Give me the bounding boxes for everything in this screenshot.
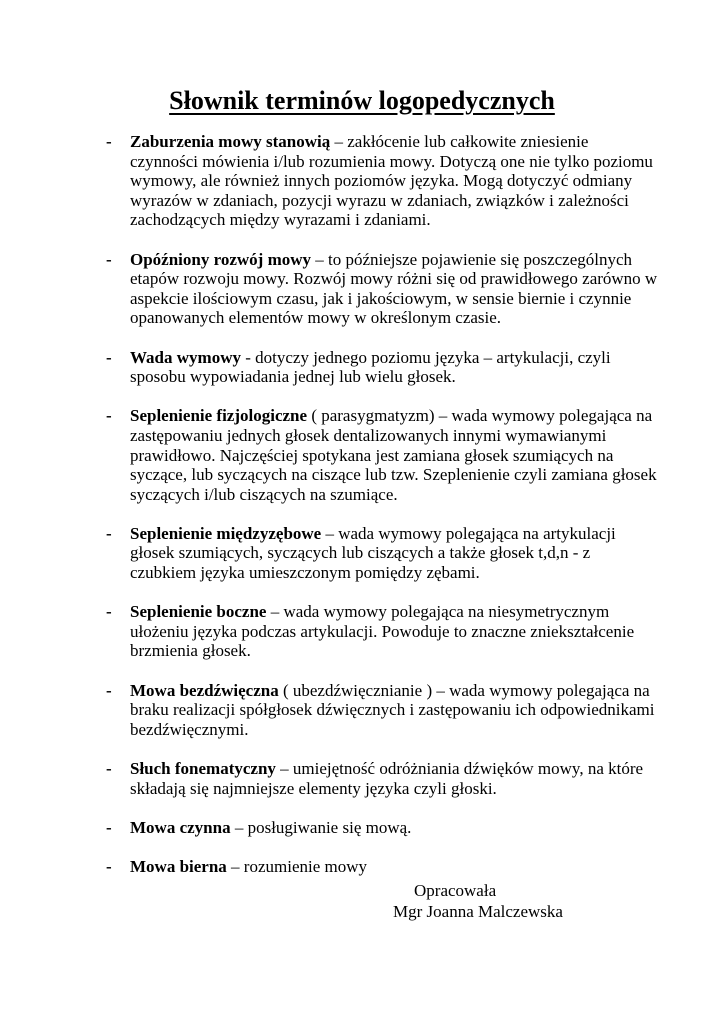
glossary-definition: – wada wymowy polegająca na artykulacji głosek szumiących, syczących lub ciszących a także głosek t,d,n - z czubkiem języka umieszczonym pomiędzy zębami. [130, 523, 616, 583]
glossary-entry [0, 818, 660, 838]
author-name: Mgr Joanna Malczewska [393, 902, 563, 921]
glossary-entry [0, 348, 660, 387]
author-signature [0, 880, 724, 922]
bullet-dash: - [106, 680, 112, 700]
glossary-term: Mowa czynna [130, 817, 231, 837]
glossary-definition: ( ubezdźwięcznianie ) – wada wymowy polegająca na braku realizacji spółgłosek dźwięcznych i zastępowaniu ich odpowiednikami bezdźwięcznymi. [130, 680, 655, 739]
bullet-dash: - [106, 602, 112, 622]
glossary-entry [0, 759, 660, 798]
glossary-definition: – zakłócenie lub całkowite zniesienie czynności mówienia i/lub rozumienia mowy. Dotyczą one nie tylko poziomu wymowy, ale również innych poziomów języka. Mogą dotyczyć odmiany wyrazów w zdaniach, pozycji wyrazu w zdaniach, związków i zależności zachodzących między wyrazami i zdaniami. [130, 132, 653, 230]
glossary-definition: – posługiwanie się mową. [230, 817, 412, 837]
bullet-dash: - [106, 817, 112, 837]
glossary-definition: – umiejętność odróżniania dźwięków mowy, na które składają się najmniejsze elementy języka czyli głoski. [130, 759, 644, 798]
bullet-dash: - [106, 347, 112, 367]
document-title: Słownik terminów logopedycznych [169, 86, 555, 115]
glossary-entry [0, 132, 660, 230]
glossary-entry [0, 602, 660, 661]
glossary-list [0, 132, 724, 877]
glossary-definition: – rozumienie mowy [226, 856, 368, 876]
glossary-entry [0, 857, 660, 877]
glossary-term: Seplenienie międzyzębowe [130, 523, 322, 543]
glossary-entry [0, 524, 660, 583]
glossary-term: Seplenienie boczne [130, 602, 267, 622]
glossary-term: Zaburzenia mowy stanowią [130, 132, 331, 151]
glossary-term: Mowa bierna [130, 856, 227, 876]
glossary-entry [0, 681, 660, 740]
bullet-dash: - [106, 856, 112, 876]
bullet-dash: - [106, 249, 112, 269]
glossary-term: Seplenienie fizjologiczne [130, 406, 308, 426]
glossary-definition: – to późniejsze pojawienie się poszczególnych etapów rozwoju mowy. Rozwój mowy różni się od prawidłowego zarówno w aspekcie ilościowym czasu, jak i jakościowym, w sensie biernie i czynnie opanowanych elementów mowy w określonym czasie. [130, 249, 658, 328]
bullet-dash: - [106, 523, 112, 543]
glossary-definition: - dotyczy jednego poziomu języka – artykulacji, czyli sposobu wypowiadania jednej lub wielu głosek. [130, 347, 611, 387]
glossary-definition: ( parasygmatyzm) – wada wymowy polegająca na zastępowaniu jednych głosek dentalizowanych innymi wymawianymi prawidłowo. Najczęściej spotykana jest zamiana głosek szumiących na syczące, lub syczących na ciszące lub tzw. Szeplenienie czyli zamiana głosek syczących i/lub ciszących na szumiące. [130, 406, 657, 504]
glossary-term: Opóźniony rozwój mowy [130, 249, 312, 269]
glossary-term: Wada wymowy [130, 347, 241, 367]
glossary-term: Mowa bezdźwięczna [130, 680, 279, 700]
glossary-entry [0, 250, 660, 328]
glossary-term: Słuch fonematyczny [130, 759, 276, 778]
bullet-dash: - [106, 132, 112, 151]
bullet-dash: - [106, 759, 112, 778]
prepared-by-label: Opracowała [414, 881, 497, 900]
glossary-definition: – wada wymowy polegająca na niesymetrycznym ułożeniu języka podczas artykulacji. Powoduje to znaczne zniekształcenie brzmienia głosek. [130, 602, 635, 661]
bullet-dash: - [106, 406, 112, 426]
glossary-entry [0, 406, 660, 504]
